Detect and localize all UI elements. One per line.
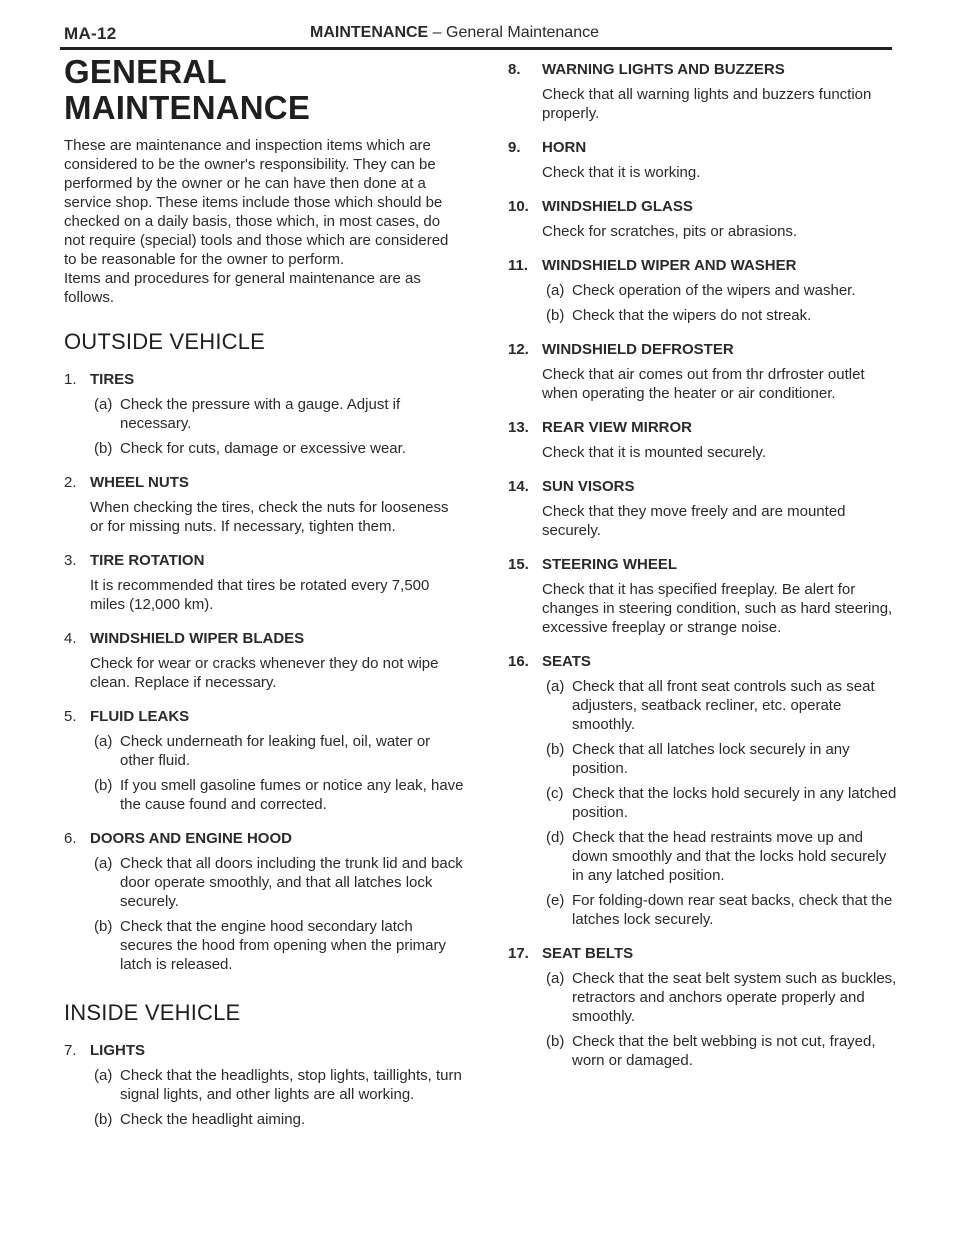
item-title: SUN VISORS (542, 478, 635, 495)
checklist-item (64, 473, 464, 536)
item-title: STEERING WHEEL (542, 556, 678, 573)
sub-item (538, 1032, 900, 1070)
sub-item-label: (b) (94, 440, 113, 457)
item-heading (64, 1041, 464, 1061)
sub-item-label: (a) (94, 1067, 113, 1084)
sub-item-label: (b) (546, 741, 565, 758)
sub-item-label: (d) (546, 829, 565, 846)
item-title: HORN (542, 139, 587, 156)
checklist-item (64, 829, 464, 974)
header-rule (60, 47, 892, 50)
sub-item-text: Check underneath for leaking fuel, oil, water or other fluid. (120, 733, 431, 769)
item-title: WINDSHIELD WIPER AND WASHER (542, 257, 797, 274)
item-number: 9. (508, 139, 521, 156)
sub-item (538, 677, 900, 734)
item-heading (508, 197, 900, 217)
sub-item-label: (b) (94, 1111, 113, 1128)
item-number: 12. (508, 341, 529, 358)
header-title (310, 24, 599, 42)
sub-item-text: Check that the locks hold securely in any latched position. (572, 785, 897, 821)
item-title: SEATS (542, 653, 591, 670)
sub-item-label: (e) (546, 892, 565, 909)
sub-item (538, 828, 900, 885)
sub-item-text: Check that the wipers do not streak. (572, 307, 812, 324)
sub-item-text: Check that the belt webbing is not cut, frayed, worn or damaged. (572, 1033, 876, 1069)
item-number: 1. (64, 371, 77, 388)
header-dash: – (428, 24, 447, 41)
item-body: Check that all warning lights and buzzers function properly. (542, 86, 872, 122)
checklist-item (64, 370, 464, 458)
item-title: WINDSHIELD WIPER BLADES (90, 630, 305, 647)
item-heading (64, 707, 464, 727)
item-number: 4. (64, 630, 77, 647)
sub-item (538, 969, 900, 1026)
checklist-item (508, 256, 900, 325)
checklist-item (508, 555, 900, 637)
sub-item-text: Check that the headlights, stop lights, taillights, turn signal lights, and other lights are all working. (120, 1067, 462, 1103)
item-body: Check that it is working. (542, 164, 701, 181)
checklist-item (508, 652, 900, 929)
item-number: 6. (64, 830, 77, 847)
sub-item-label: (a) (546, 282, 565, 299)
item-title: WINDSHIELD GLASS (542, 198, 693, 215)
checklist-item (508, 60, 900, 123)
sub-item-text: Check that the seat belt system such as buckles, retractors and anchors operate properly and smoothly. (572, 970, 897, 1025)
item-title: WHEEL NUTS (90, 474, 189, 491)
item-heading (508, 555, 900, 575)
item-heading (508, 477, 900, 497)
checklist-item (508, 197, 900, 241)
intro (64, 136, 464, 307)
sub-item (538, 281, 900, 300)
item-number: 5. (64, 708, 77, 725)
sub-item-label: (a) (94, 855, 113, 872)
page-number: MA-12 (64, 24, 117, 43)
sub-item-text: For folding-down rear seat backs, check that the latches lock securely. (572, 892, 893, 928)
sub-item-label: (a) (546, 678, 565, 695)
outside-items (64, 370, 464, 974)
checklist-item (64, 551, 464, 614)
item-number: 3. (64, 552, 77, 569)
sub-item (86, 439, 464, 458)
sub-item (538, 784, 900, 822)
item-body: Check that air comes out from thr drfroster outlet when operating the heater or air conditioner. (542, 366, 865, 402)
item-title: WINDSHIELD DEFROSTER (542, 341, 734, 358)
sub-item-label: (a) (546, 970, 565, 987)
item-title: TIRE ROTATION (90, 552, 205, 569)
sub-item (538, 891, 900, 929)
item-title: TIRES (90, 371, 135, 388)
header-subsection: General Maintenance (446, 24, 599, 41)
sub-item-list (64, 1066, 464, 1129)
item-heading (64, 829, 464, 849)
item-title: FLUID LEAKS (90, 708, 190, 725)
sub-item-label: (b) (94, 918, 113, 935)
item-number: 14. (508, 478, 529, 495)
sub-item (86, 1110, 464, 1129)
item-heading (64, 551, 464, 571)
sub-item-text: Check the pressure with a gauge. Adjust if necessary. (120, 396, 401, 432)
checklist-item (64, 707, 464, 814)
checklist-item (508, 418, 900, 462)
checklist-item (64, 1041, 464, 1129)
sub-item-text: If you smell gasoline fumes or notice any leak, have the cause found and corrected. (120, 777, 464, 813)
item-body: When checking the tires, check the nuts for looseness or for missing nuts. If necessary, tighten them. (90, 499, 449, 535)
item-heading (508, 60, 900, 80)
item-number: 15. (508, 556, 529, 573)
item-heading (64, 473, 464, 493)
sub-item (86, 732, 464, 770)
item-number: 16. (508, 653, 529, 670)
header-section: MAINTENANCE (310, 24, 429, 41)
item-title: REAR VIEW MIRROR (542, 419, 692, 436)
intro-paragraph: Items and procedures for general maintenance are as follows. (64, 270, 421, 306)
sub-item-text: Check that the engine hood secondary latch secures the hood from opening when the primary latch is released. (120, 918, 447, 973)
checklist-item (508, 340, 900, 403)
item-number: 7. (64, 1042, 77, 1059)
checklist-item (508, 477, 900, 540)
sub-item-list (508, 969, 900, 1070)
item-body: Check that they move freely and are mounted securely. (542, 503, 846, 539)
sub-item-label: (a) (94, 396, 113, 413)
item-number: 11. (508, 257, 529, 274)
section-heading-outside: OUTSIDE VEHICLE (64, 329, 266, 354)
item-number: 2. (64, 474, 77, 491)
item-number: 17. (508, 945, 529, 962)
sub-item-list (508, 281, 900, 325)
item-heading (508, 418, 900, 438)
sub-item-list (64, 732, 464, 814)
item-heading (508, 944, 900, 964)
checklist-item (508, 944, 900, 1070)
sub-item-list (508, 677, 900, 929)
sub-item (538, 740, 900, 778)
sub-item-text: Check that all front seat controls such as seat adjusters, seatback recliner, etc. operate smoothly. (572, 678, 875, 733)
page-header (60, 20, 890, 50)
checklist-item (64, 629, 464, 692)
sub-item-label: (b) (546, 307, 565, 324)
inside-items (64, 1041, 464, 1129)
right-items (508, 60, 900, 1070)
sub-item (538, 306, 900, 325)
item-body: It is recommended that tires be rotated every 7,500 miles (12,000 km). (90, 577, 430, 613)
item-title: DOORS AND ENGINE HOOD (90, 830, 292, 847)
sub-item-text: Check the headlight aiming. (120, 1111, 306, 1128)
sub-item-text: Check that all latches lock securely in any position. (572, 741, 850, 777)
sub-item-label: (b) (546, 1033, 565, 1050)
item-title: LIGHTS (90, 1042, 145, 1059)
sub-item-text: Check operation of the wipers and washer. (572, 282, 856, 299)
sub-item (86, 917, 464, 974)
item-body: Check for wear or cracks whenever they do not wipe clean. Replace if necessary. (90, 655, 439, 691)
sub-item-text: Check for cuts, damage or excessive wear. (120, 440, 406, 457)
item-body: Check that it has specified freeplay. Be alert for changes in steering condition, such as hard steering, excessive freeplay or strange noise. (542, 581, 893, 636)
sub-item-label: (c) (546, 785, 564, 802)
item-heading (64, 370, 464, 390)
item-body: Check that it is mounted securely. (542, 444, 766, 461)
item-number: 10. (508, 198, 529, 215)
checklist-item (508, 138, 900, 182)
sub-item (86, 1066, 464, 1104)
sub-item-list (64, 395, 464, 458)
item-number: 8. (508, 61, 521, 78)
item-heading (64, 629, 464, 649)
item-heading (508, 138, 900, 158)
item-title: WARNING LIGHTS AND BUZZERS (542, 61, 785, 78)
page-title: GENERAL MAINTENANCE (64, 53, 311, 126)
sub-item (86, 854, 464, 911)
item-number: 13. (508, 419, 529, 436)
sub-item (86, 776, 464, 814)
item-title: SEAT BELTS (542, 945, 634, 962)
sub-item-text: Check that the head restraints move up and down smoothly and that the locks hold securely in any latched position. (572, 829, 887, 884)
item-body: Check for scratches, pits or abrasions. (542, 223, 798, 240)
sub-item (86, 395, 464, 433)
item-heading (508, 256, 900, 276)
sub-item-text: Check that all doors including the trunk lid and back door operate smoothly, and that all latches lock securely. (120, 855, 463, 910)
sub-item-label: (b) (94, 777, 113, 794)
intro-paragraph: These are maintenance and inspection items which are considered to be the owner's responsibility. They can be performed by the owner or he can have then done at a service shop. These items include those which should be checked on a daily basis, those which, in most cases, do not require (special) tools and those which are considered to be reasonable for the owner to perform. (64, 137, 449, 268)
section-heading-inside: INSIDE VEHICLE (64, 1000, 241, 1025)
right-column (508, 52, 900, 1070)
sub-item-list (64, 854, 464, 974)
item-heading (508, 652, 900, 672)
item-heading (508, 340, 900, 360)
sub-item-label: (a) (94, 733, 113, 750)
left-column (64, 52, 464, 1129)
